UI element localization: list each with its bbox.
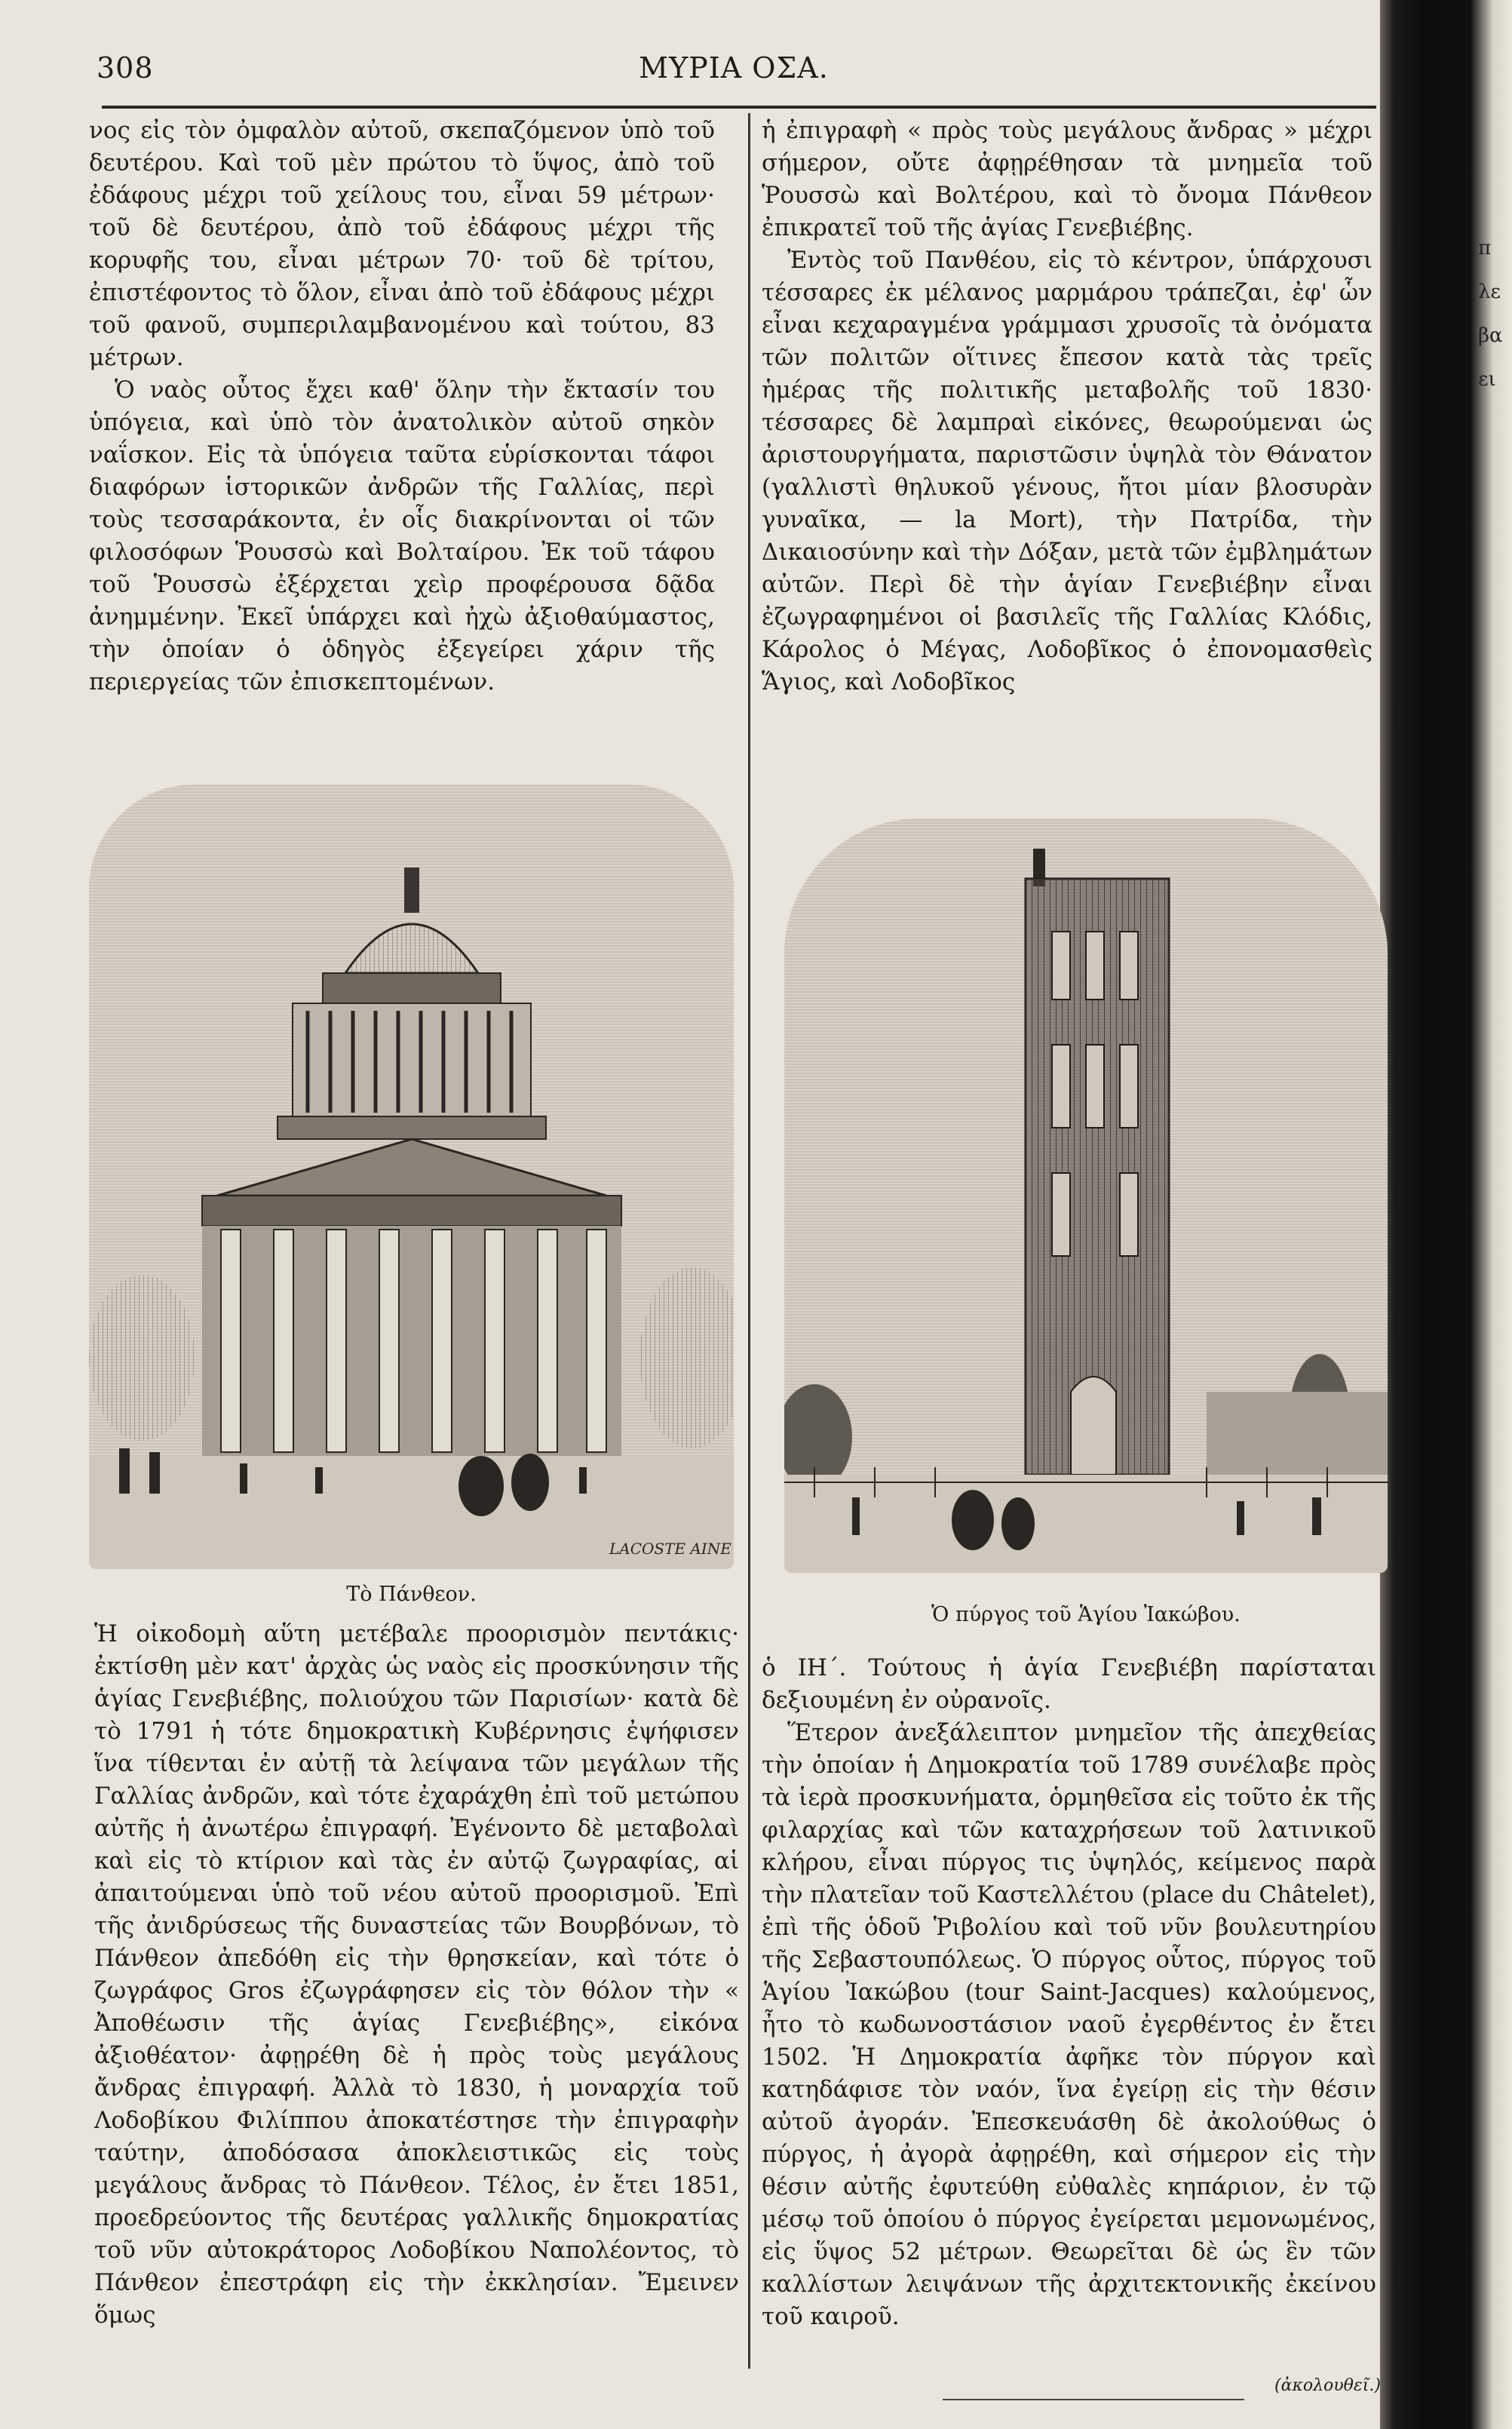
pantheon-engraving (89, 785, 734, 1569)
paragraph: Ἕτερον ἀνεξάλειπτον μνημεῖον τῆς ἀπεχθείας τὴν ὁποίαν ἡ Δημοκρατία τοῦ 1789 συνέλαβε πρὸς τὰ ἱερὰ προσκυνήματα, ὁρμηθεῖσα εἰς τοῦτο ἐκ τῆς φιλαρχίας καὶ τῶν καταχρήσεων τοῦ λατινικοῦ κλήρου, εἶναι πύργος τις ὑψηλός, κείμενος παρὰ τὴν πλατεῖαν τοῦ Καστελλέτου (place du Châtelet), ἐπὶ τῆς ὁδοῦ Ῥιβολίου καὶ τοῦ νῦν βουλευτηρίου τῆς Σεβαστουπόλεως. Ὁ πύργος οὗτος, πύργος τοῦ Ἁγίου Ἰακώβου (tour Saint-Jacques) καλούμενος, ἦτο τὸ κωδωνοστάσιον ναοῦ ἐγερθέντος ἐν ἔτει 1502. Ἡ Δημοκρατία ἀφῆκε τὸν πύργον καὶ κατηδάφισε τὸν ναόν, ἵνα ἐγείρῃ εἰς τὴν θέσιν αὐτοῦ ἀγοράν. Ἐπεσκευάσθη δὲ ἀκολούθως ὁ πύργος, ἡ ἀγορὰ ἀφῃρέθη, καὶ σήμερον εἰς τὴν θέσιν αὐτῆς ἐφυτεύθη εὐθαλὲς κηπάριον, ἐν τῷ μέσῳ τοῦ ὁποίου ὁ πύργος ἐγείρεται μεμονωμένος, εἰς ὕψος 52 μέτρων. Θεωρεῖται δὲ ὡς ἓν τῶν καλλίστων λειψάνων τῆς ἀρχιτεκτονικῆς ἐκείνου τοῦ καιροῦ. (762, 1719, 1376, 2330)
column-rule (748, 113, 750, 2369)
tower-illustration (784, 818, 1388, 1573)
right-column-top (762, 115, 1372, 699)
engraver-signature: LACOSTE AINE (609, 1540, 731, 1558)
header-rule (102, 106, 1376, 109)
paragraph: ὁ ΙΗ΄. Τούτους ἡ ἁγία Γενεβιέβη παρίσταται δεξιουμένη ἐν οὐρανοῖς. (762, 1654, 1376, 1714)
paragraph: Ἐντὸς τοῦ Πανθέου, εἰς τὸ κέντρον, ὑπάρχουσι τέσσαρες ἐκ μέλανος μαρμάρου τράπεζαι, ἐφ' ὧν εἶναι κεχαραγμένα γράμμασι χρυσοῖς τὰ ὀνόματα τῶν πολιτῶν οἵτινες ἔπεσον κατὰ τὰς τρεῖς ἡμέρας τῆς πολιτικῆς μεταβολῆς τοῦ 1830· τέσσαρες δὲ λαμπραὶ εἰκόνες, θεωρούμεναι ὡς ἀριστουργήματα, παριστῶσιν ὑψηλὰ τὸν Θάνατον (γαλλιστὶ θηλυκοῦ γένους, ἤτοι μίαν βλοσυρὰν γυναῖκα, — la Mort), τὴν Πατρίδα, τὴν Δικαιοσύνην καὶ τὴν Δόξαν, μετὰ τῶν ἐμβλημάτων αὐτῶν. Περὶ δὲ τὴν ἁγίαν Γενεβιέβην εἶναι ἐζωγραφημένοι οἱ βασιλεῖς τῆς Γαλλίας Κλόδις, Κάρολος ὁ Μέγας, Λοδοβῖκος ὁ ἐπονομασθεὶς Ἅγιος, καὶ Λοδοβῖκος (762, 247, 1372, 696)
left-column-bottom (94, 1618, 739, 2332)
facing-page-fragments (1478, 226, 1512, 401)
continued-note: (ἀκολουθεῖ.) (1274, 2376, 1381, 2395)
left-column-top (89, 115, 715, 699)
edge-fragment: ει (1478, 368, 1496, 391)
end-rule (943, 2399, 1244, 2400)
running-head (89, 51, 1379, 97)
pantheon-illustration (89, 785, 734, 1569)
tower-engraving (784, 818, 1388, 1573)
edge-fragment: π (1478, 237, 1492, 259)
journal-title: ΜΥΡΙΑ ΟΣΑ. (639, 51, 829, 84)
right-column-bottom (762, 1652, 1376, 2333)
tower-caption: Ὁ πύργος τοῦ Ἁγίου Ἰακώβου. (931, 1603, 1241, 1626)
pantheon-caption: Τὸ Πάνθεον. (346, 1583, 477, 1606)
page-number: 308 (97, 51, 154, 84)
paragraph: Ὁ ναὸς οὗτος ἔχει καθ' ὅλην τὴν ἔκτασίν του ὑπόγεια, καὶ ὑπὸ τὸν ἀνατολικὸν αὐτοῦ σηκὸν ναΐσκον. Εἰς τὰ ὑπόγεια ταῦτα εὑρίσκονται τάφοι διαφόρων ἱστορικῶν ἀνδρῶν τῆς Γαλλίας, περὶ τοὺς τεσσαράκοντα, ἐν οἷς διακρίνονται οἱ τῶν φιλοσόφων Ῥουσσὼ καὶ Βολταίρου. Ἐκ τοῦ τάφου τοῦ Ῥουσσὼ ἐξέρχεται χεὶρ προφέρουσα δᾷδα ἀνημμένην. Ἐκεῖ ὑπάρχει καὶ ἠχὼ ἀξιοθαύμαστος, τὴν ὁποίαν ὁ ὁδηγὸς ἐξεγείρει χάριν τῆς περιεργείας τῶν ἐπισκεπτομένων. (89, 376, 715, 696)
paragraph: νος εἰς τὸν ὀμφαλὸν αὐτοῦ, σκεπαζόμενον ὑπὸ τοῦ δευτέρου. Καὶ τοῦ μὲν πρώτου τὸ ὕψος, ἀπὸ τοῦ ἐδάφους μέχρι τοῦ χείλους του, εἶναι 59 μέτρων· τοῦ δὲ δευτέρου, ἀπὸ τοῦ ἐδάφους μέχρι τῆς κορυφῆς του, εἶναι μέτρων 70· τοῦ δὲ τρίτου, ἐπιστέφοντος τὸ ὅλον, εἶναι ἀπὸ τοῦ ἐδάφους μέχρι τοῦ φανοῦ, συμπεριλαμβανομένου καὶ τούτου, 83 μέτρων. (89, 117, 715, 371)
edge-fragment: βα (1478, 324, 1503, 347)
edge-fragment: λε (1478, 281, 1501, 303)
paragraph: ἡ ἐπιγραφὴ « πρὸς τοὺς μεγάλους ἄνδρας » μέχρι σήμερον, οὔτε ἀφῃρέθησαν τὰ μνημεῖα τοῦ Ῥουσσὼ καὶ Βολτέρου, καὶ τὸ ὄνομα Πάνθεον ἐπικρατεῖ τοῦ τῆς ἁγίας Γενεβιέβης. (762, 117, 1372, 241)
paragraph: Ἡ οἰκοδομὴ αὕτη μετέβαλε προορισμὸν πεντάκις· ἐκτίσθη μὲν κατ' ἀρχὰς ὡς ναὸς εἰς προσκύνησιν τῆς ἁγίας Γενεβιέβης, πολιούχου τῶν Παρισίων· κατὰ δὲ τὸ 1791 ἡ τότε δημοκρατικὴ Κυβέρνησις ἐψήφισεν ἵνα τίθενται ἐν αὐτῇ τὰ λείψανα τῶν μεγάλων τῆς Γαλλίας ἀνδρῶν, καὶ τότε ἐχαράχθη ἐπὶ τοῦ μετώπου αὐτῆς ἡ ἀνωτέρω ἐπιγραφή. Ἐγένοντο δὲ μεταβολαὶ καὶ εἰς τὸ κτίριον καὶ τὰς ἐν αὐτῷ ζωγραφίας, αἱ ἀπαιτούμεναι ὑπὸ τοῦ νέου αὐτοῦ προορισμοῦ. Ἐπὶ τῆς ἀνιδρύσεως τῆς δυναστείας τῶν Βουρβόνων, τὸ Πάνθεον ἀπεδόθη εἰς τὴν θρησκείαν, καὶ τότε ὁ ζωγράφος Gros ἐζωγράφησεν εἰς τὸν θόλον τὴν « Ἀποθέωσιν τῆς ἁγίας Γενεβιέβης», εἰκόνα ἀξιοθέατον· ἀφῃρέθη δὲ ἡ πρὸς τοὺς μεγάλους ἄνδρας ἐπιγραφή. Ἀλλὰ τὸ 1830, ἡ μοναρχία τοῦ Λοδοβίκου Φιλίππου ἀποκατέστησε τὴν ἐπιγραφὴν ταύτην, ἀποδόσασα ἀποκλειστικῶς εἰς τοὺς μεγάλους ἄνδρας τὸ Πάνθεον. Τέλος, ἐν ἔτει 1851, προεδρεύοντος τῆς δευτέρας γαλλικῆς δημοκρατίας τοῦ νῦν αὐτοκράτορος Λοδοβίκου Ναπολέοντος, τὸ Πάνθεον ἐπεστράφη εἰς τὴν ἐκκλησίαν. Ἔμεινεν ὅμως (94, 1620, 739, 2329)
